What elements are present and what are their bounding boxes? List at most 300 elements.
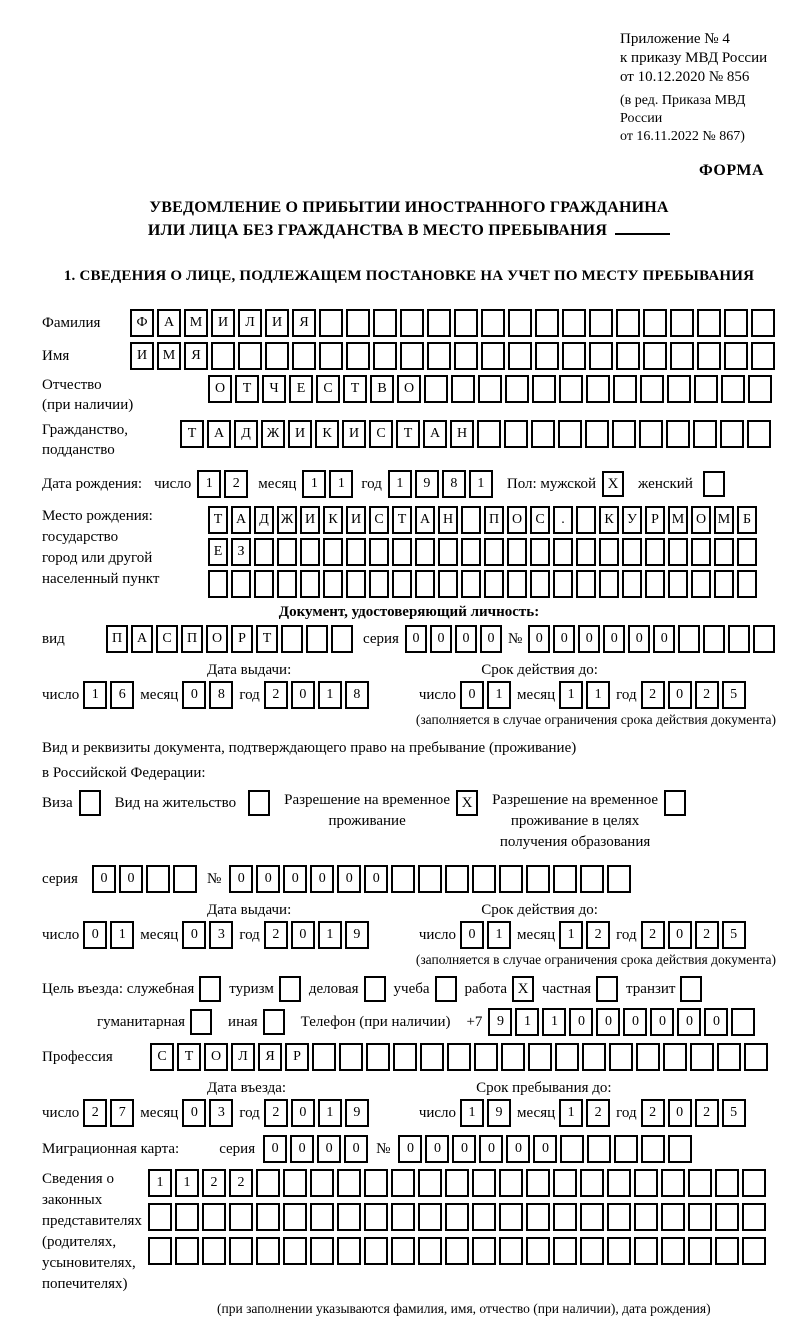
char-cell[interactable]: И (211, 309, 235, 337)
char-cell[interactable]: А (207, 420, 231, 448)
char-cell[interactable]: 0 (344, 1135, 368, 1163)
char-cell[interactable]: 2 (224, 470, 248, 498)
char-cell[interactable] (526, 1203, 550, 1231)
char-cell[interactable] (337, 1203, 361, 1231)
char-cell[interactable] (737, 570, 757, 598)
char-cell[interactable] (202, 1203, 226, 1231)
char-cell[interactable]: Р (285, 1043, 309, 1071)
char-cell[interactable]: 0 (603, 625, 625, 653)
char-cell[interactable]: 0 (398, 1135, 422, 1163)
char-cell[interactable] (229, 1203, 253, 1231)
char-cell[interactable] (589, 309, 613, 337)
char-cell[interactable] (211, 342, 235, 370)
char-cell[interactable]: 0 (430, 625, 452, 653)
char-cell[interactable]: 1 (487, 681, 511, 709)
char-cell[interactable] (364, 1169, 388, 1197)
char-cell[interactable]: В (370, 375, 394, 403)
char-cell[interactable]: 0 (480, 625, 502, 653)
char-cell[interactable]: 2 (641, 1099, 665, 1127)
char-cell[interactable] (697, 309, 721, 337)
char-cell[interactable] (323, 570, 343, 598)
char-cell[interactable]: 9 (345, 1099, 369, 1127)
char-cell[interactable] (744, 1043, 768, 1071)
char-cell[interactable]: 0 (263, 1135, 287, 1163)
char-cell[interactable] (392, 570, 412, 598)
char-cell[interactable]: 0 (182, 1099, 206, 1127)
char-cell[interactable]: 0 (578, 625, 600, 653)
char-cell[interactable] (661, 1169, 685, 1197)
char-cell[interactable] (643, 309, 667, 337)
char-cell[interactable]: 0 (83, 921, 107, 949)
char-cell[interactable] (622, 570, 642, 598)
char-cell[interactable] (146, 865, 170, 893)
char-cell[interactable]: 5 (722, 921, 746, 949)
char-cell[interactable]: Т (396, 420, 420, 448)
char-cell[interactable]: 0 (677, 1008, 701, 1036)
char-cell[interactable] (366, 1043, 390, 1071)
char-cell[interactable] (668, 1135, 692, 1163)
char-cell[interactable] (392, 538, 412, 566)
char-cell[interactable]: Ж (277, 506, 297, 534)
char-cell[interactable] (445, 1203, 469, 1231)
char-cell[interactable] (553, 538, 573, 566)
char-cell[interactable] (420, 1043, 444, 1071)
char-cell[interactable] (715, 1203, 739, 1231)
char-cell[interactable]: А (415, 506, 435, 534)
char-cell[interactable]: 0 (425, 1135, 449, 1163)
char-cell[interactable]: 0 (533, 1135, 557, 1163)
purpose-work-checkbox[interactable]: X (512, 976, 534, 1002)
char-cell[interactable] (724, 309, 748, 337)
char-cell[interactable] (553, 865, 577, 893)
char-cell[interactable] (445, 865, 469, 893)
char-cell[interactable] (614, 1135, 638, 1163)
char-cell[interactable] (507, 538, 527, 566)
char-cell[interactable] (526, 865, 550, 893)
edu-permit-checkbox[interactable] (664, 790, 686, 816)
char-cell[interactable]: Р (645, 506, 665, 534)
char-cell[interactable] (306, 625, 328, 653)
char-cell[interactable]: С (530, 506, 550, 534)
char-cell[interactable] (173, 865, 197, 893)
char-cell[interactable] (694, 375, 718, 403)
char-cell[interactable] (639, 420, 663, 448)
char-cell[interactable]: 2 (641, 681, 665, 709)
char-cell[interactable]: 1 (388, 470, 412, 498)
char-cell[interactable]: 0 (291, 1099, 315, 1127)
char-cell[interactable]: С (316, 375, 340, 403)
char-cell[interactable]: 8 (345, 681, 369, 709)
char-cell[interactable] (427, 342, 451, 370)
char-cell[interactable] (148, 1203, 172, 1231)
char-cell[interactable] (461, 506, 481, 534)
char-cell[interactable] (391, 1237, 415, 1265)
char-cell[interactable] (499, 1169, 523, 1197)
char-cell[interactable]: О (397, 375, 421, 403)
char-cell[interactable]: 2 (695, 921, 719, 949)
char-cell[interactable] (508, 342, 532, 370)
char-cell[interactable] (254, 538, 274, 566)
char-cell[interactable] (607, 865, 631, 893)
char-cell[interactable]: 1 (318, 681, 342, 709)
char-cell[interactable]: 0 (704, 1008, 728, 1036)
char-cell[interactable] (526, 1169, 550, 1197)
char-cell[interactable] (499, 865, 523, 893)
char-cell[interactable] (283, 1203, 307, 1231)
char-cell[interactable]: 1 (329, 470, 353, 498)
char-cell[interactable]: З (231, 538, 251, 566)
char-cell[interactable] (553, 1203, 577, 1231)
char-cell[interactable] (562, 342, 586, 370)
char-cell[interactable] (238, 342, 262, 370)
char-cell[interactable]: П (106, 625, 128, 653)
char-cell[interactable] (690, 1043, 714, 1071)
char-cell[interactable] (576, 506, 596, 534)
char-cell[interactable]: 7 (110, 1099, 134, 1127)
char-cell[interactable] (670, 342, 694, 370)
char-cell[interactable] (691, 570, 711, 598)
char-cell[interactable]: А (231, 506, 251, 534)
char-cell[interactable] (531, 420, 555, 448)
char-cell[interactable]: К (315, 420, 339, 448)
char-cell[interactable] (175, 1203, 199, 1231)
char-cell[interactable] (562, 309, 586, 337)
char-cell[interactable]: 0 (479, 1135, 503, 1163)
char-cell[interactable] (724, 342, 748, 370)
char-cell[interactable]: 5 (722, 681, 746, 709)
char-cell[interactable] (391, 1169, 415, 1197)
char-cell[interactable] (415, 570, 435, 598)
char-cell[interactable] (737, 538, 757, 566)
char-cell[interactable] (438, 570, 458, 598)
char-cell[interactable]: Я (258, 1043, 282, 1071)
char-cell[interactable] (580, 1169, 604, 1197)
char-cell[interactable] (418, 1237, 442, 1265)
char-cell[interactable] (553, 1169, 577, 1197)
char-cell[interactable] (346, 538, 366, 566)
char-cell[interactable] (507, 570, 527, 598)
char-cell[interactable]: 0 (119, 865, 143, 893)
char-cell[interactable]: 1 (586, 681, 610, 709)
char-cell[interactable]: Р (231, 625, 253, 653)
char-cell[interactable] (445, 1169, 469, 1197)
char-cell[interactable] (622, 538, 642, 566)
char-cell[interactable]: 5 (722, 1099, 746, 1127)
char-cell[interactable] (742, 1237, 766, 1265)
char-cell[interactable]: О (507, 506, 527, 534)
char-cell[interactable]: Д (234, 420, 258, 448)
char-cell[interactable] (499, 1203, 523, 1231)
char-cell[interactable] (612, 420, 636, 448)
char-cell[interactable]: 1 (515, 1008, 539, 1036)
sex-female-checkbox[interactable] (703, 471, 725, 497)
char-cell[interactable]: 3 (209, 921, 233, 949)
char-cell[interactable]: 0 (317, 1135, 341, 1163)
char-cell[interactable] (454, 342, 478, 370)
purpose-private-checkbox[interactable] (596, 976, 618, 1002)
char-cell[interactable] (599, 538, 619, 566)
char-cell[interactable]: 0 (310, 865, 334, 893)
char-cell[interactable] (553, 570, 573, 598)
char-cell[interactable] (175, 1237, 199, 1265)
char-cell[interactable] (373, 342, 397, 370)
char-cell[interactable] (424, 375, 448, 403)
char-cell[interactable]: 1 (110, 921, 134, 949)
char-cell[interactable]: Т (392, 506, 412, 534)
char-cell[interactable]: 2 (695, 1099, 719, 1127)
char-cell[interactable]: 2 (264, 681, 288, 709)
char-cell[interactable] (339, 1043, 363, 1071)
sex-male-checkbox[interactable]: X (602, 471, 624, 497)
char-cell[interactable] (585, 420, 609, 448)
char-cell[interactable] (555, 1043, 579, 1071)
char-cell[interactable] (229, 1237, 253, 1265)
char-cell[interactable] (208, 570, 228, 598)
char-cell[interactable]: 0 (668, 921, 692, 949)
char-cell[interactable]: К (323, 506, 343, 534)
char-cell[interactable]: 1 (197, 470, 221, 498)
char-cell[interactable]: 0 (256, 865, 280, 893)
char-cell[interactable]: 0 (364, 865, 388, 893)
purpose-tourism-checkbox[interactable] (279, 976, 301, 1002)
purpose-humanitarian-checkbox[interactable] (190, 1009, 212, 1035)
char-cell[interactable]: Б (737, 506, 757, 534)
char-cell[interactable] (277, 538, 297, 566)
char-cell[interactable]: 1 (559, 921, 583, 949)
char-cell[interactable]: 0 (291, 681, 315, 709)
char-cell[interactable] (400, 342, 424, 370)
char-cell[interactable] (323, 538, 343, 566)
char-cell[interactable]: Т (235, 375, 259, 403)
char-cell[interactable] (751, 309, 775, 337)
char-cell[interactable] (310, 1169, 334, 1197)
char-cell[interactable] (607, 1237, 631, 1265)
char-cell[interactable]: 2 (202, 1169, 226, 1197)
char-cell[interactable]: П (484, 506, 504, 534)
char-cell[interactable]: О (204, 1043, 228, 1071)
char-cell[interactable] (661, 1237, 685, 1265)
char-cell[interactable] (373, 309, 397, 337)
char-cell[interactable]: 0 (569, 1008, 593, 1036)
char-cell[interactable] (346, 342, 370, 370)
char-cell[interactable]: Ч (262, 375, 286, 403)
char-cell[interactable]: 0 (283, 865, 307, 893)
char-cell[interactable] (751, 342, 775, 370)
char-cell[interactable] (477, 420, 501, 448)
char-cell[interactable] (256, 1203, 280, 1231)
char-cell[interactable]: 1 (302, 470, 326, 498)
char-cell[interactable]: 8 (442, 470, 466, 498)
char-cell[interactable]: 9 (415, 470, 439, 498)
char-cell[interactable] (661, 1203, 685, 1231)
visa-checkbox[interactable] (79, 790, 101, 816)
char-cell[interactable]: Т (208, 506, 228, 534)
char-cell[interactable] (580, 1237, 604, 1265)
char-cell[interactable] (148, 1237, 172, 1265)
char-cell[interactable] (720, 420, 744, 448)
char-cell[interactable] (472, 1169, 496, 1197)
char-cell[interactable] (310, 1203, 334, 1231)
char-cell[interactable]: Д (254, 506, 274, 534)
char-cell[interactable]: Я (184, 342, 208, 370)
char-cell[interactable]: Я (292, 309, 316, 337)
char-cell[interactable] (645, 570, 665, 598)
char-cell[interactable] (715, 1237, 739, 1265)
char-cell[interactable] (256, 1237, 280, 1265)
char-cell[interactable] (688, 1169, 712, 1197)
char-cell[interactable] (607, 1203, 631, 1231)
char-cell[interactable] (616, 342, 640, 370)
char-cell[interactable] (346, 309, 370, 337)
char-cell[interactable] (641, 1135, 665, 1163)
char-cell[interactable] (461, 570, 481, 598)
char-cell[interactable] (530, 538, 550, 566)
char-cell[interactable]: Е (208, 538, 228, 566)
char-cell[interactable] (559, 375, 583, 403)
char-cell[interactable]: 0 (506, 1135, 530, 1163)
char-cell[interactable]: 6 (110, 681, 134, 709)
char-cell[interactable] (364, 1237, 388, 1265)
char-cell[interactable] (576, 570, 596, 598)
char-cell[interactable]: М (157, 342, 181, 370)
char-cell[interactable] (703, 625, 725, 653)
char-cell[interactable] (587, 1135, 611, 1163)
char-cell[interactable]: П (181, 625, 203, 653)
char-cell[interactable] (300, 538, 320, 566)
char-cell[interactable] (742, 1203, 766, 1231)
char-cell[interactable] (418, 865, 442, 893)
char-cell[interactable]: Л (238, 309, 262, 337)
char-cell[interactable] (580, 1203, 604, 1231)
char-cell[interactable]: Т (343, 375, 367, 403)
char-cell[interactable]: 0 (668, 681, 692, 709)
char-cell[interactable]: А (157, 309, 181, 337)
char-cell[interactable]: М (714, 506, 734, 534)
char-cell[interactable] (678, 625, 700, 653)
char-cell[interactable] (721, 375, 745, 403)
char-cell[interactable] (393, 1043, 417, 1071)
char-cell[interactable] (663, 1043, 687, 1071)
char-cell[interactable] (558, 420, 582, 448)
char-cell[interactable]: 2 (229, 1169, 253, 1197)
char-cell[interactable]: 9 (487, 1099, 511, 1127)
char-cell[interactable] (472, 1237, 496, 1265)
char-cell[interactable] (528, 1043, 552, 1071)
char-cell[interactable] (427, 309, 451, 337)
char-cell[interactable] (454, 309, 478, 337)
char-cell[interactable] (484, 570, 504, 598)
char-cell[interactable]: Н (450, 420, 474, 448)
char-cell[interactable]: А (423, 420, 447, 448)
char-cell[interactable] (391, 865, 415, 893)
char-cell[interactable] (535, 342, 559, 370)
char-cell[interactable]: Т (177, 1043, 201, 1071)
purpose-transit-checkbox[interactable] (680, 976, 702, 1002)
char-cell[interactable]: 0 (596, 1008, 620, 1036)
char-cell[interactable]: 0 (623, 1008, 647, 1036)
char-cell[interactable] (589, 342, 613, 370)
char-cell[interactable] (447, 1043, 471, 1071)
char-cell[interactable]: 2 (264, 1099, 288, 1127)
char-cell[interactable]: И (346, 506, 366, 534)
char-cell[interactable] (526, 1237, 550, 1265)
char-cell[interactable] (265, 342, 289, 370)
char-cell[interactable]: 2 (83, 1099, 107, 1127)
char-cell[interactable] (346, 570, 366, 598)
char-cell[interactable] (300, 570, 320, 598)
char-cell[interactable]: 0 (628, 625, 650, 653)
char-cell[interactable]: 0 (460, 921, 484, 949)
char-cell[interactable] (599, 570, 619, 598)
char-cell[interactable]: 0 (528, 625, 550, 653)
char-cell[interactable]: 0 (92, 865, 116, 893)
char-cell[interactable]: 0 (460, 681, 484, 709)
char-cell[interactable] (319, 309, 343, 337)
char-cell[interactable] (728, 625, 750, 653)
char-cell[interactable]: Т (256, 625, 278, 653)
char-cell[interactable] (331, 625, 353, 653)
char-cell[interactable]: И (130, 342, 154, 370)
char-cell[interactable] (364, 1203, 388, 1231)
char-cell[interactable] (715, 1169, 739, 1197)
char-cell[interactable] (481, 342, 505, 370)
char-cell[interactable]: 2 (641, 921, 665, 949)
char-cell[interactable]: Е (289, 375, 313, 403)
char-cell[interactable] (670, 309, 694, 337)
char-cell[interactable] (742, 1169, 766, 1197)
char-cell[interactable] (310, 1237, 334, 1265)
char-cell[interactable] (418, 1203, 442, 1231)
char-cell[interactable] (418, 1169, 442, 1197)
char-cell[interactable] (636, 1043, 660, 1071)
char-cell[interactable]: 1 (559, 681, 583, 709)
char-cell[interactable] (484, 538, 504, 566)
char-cell[interactable] (688, 1237, 712, 1265)
char-cell[interactable] (283, 1169, 307, 1197)
char-cell[interactable] (714, 538, 734, 566)
char-cell[interactable] (576, 538, 596, 566)
char-cell[interactable] (714, 570, 734, 598)
char-cell[interactable]: О (206, 625, 228, 653)
temp-permit-checkbox[interactable]: X (456, 790, 478, 816)
char-cell[interactable]: 0 (455, 625, 477, 653)
char-cell[interactable] (586, 375, 610, 403)
char-cell[interactable]: 1 (318, 1099, 342, 1127)
char-cell[interactable] (254, 570, 274, 598)
char-cell[interactable] (369, 570, 389, 598)
char-cell[interactable]: И (265, 309, 289, 337)
char-cell[interactable]: 1 (318, 921, 342, 949)
char-cell[interactable]: 1 (148, 1169, 172, 1197)
char-cell[interactable]: Ф (130, 309, 154, 337)
char-cell[interactable] (415, 538, 435, 566)
char-cell[interactable] (609, 1043, 633, 1071)
char-cell[interactable] (717, 1043, 741, 1071)
char-cell[interactable]: Л (231, 1043, 255, 1071)
char-cell[interactable]: 2 (695, 681, 719, 709)
char-cell[interactable]: С (369, 420, 393, 448)
char-cell[interactable] (532, 375, 556, 403)
char-cell[interactable] (580, 865, 604, 893)
char-cell[interactable] (281, 625, 303, 653)
char-cell[interactable]: 0 (182, 921, 206, 949)
char-cell[interactable] (438, 538, 458, 566)
char-cell[interactable]: Ж (261, 420, 285, 448)
char-cell[interactable] (613, 375, 637, 403)
char-cell[interactable] (607, 1169, 631, 1197)
char-cell[interactable]: 3 (209, 1099, 233, 1127)
char-cell[interactable] (553, 1237, 577, 1265)
